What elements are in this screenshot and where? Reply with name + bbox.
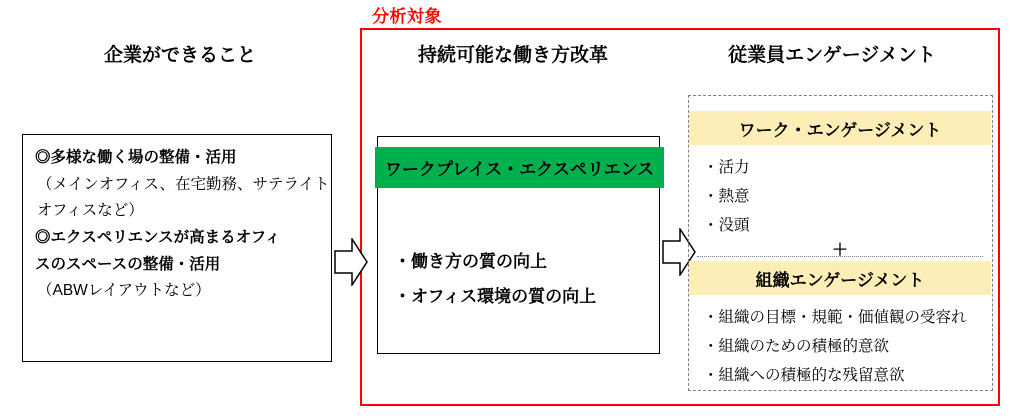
work-engagement-item-3: ・没頭	[703, 217, 750, 234]
sustainable-work-reform-box	[377, 136, 660, 354]
arrow-right-icon-1	[334, 238, 368, 291]
heading-company: 企業ができること	[103, 45, 256, 66]
organization-engagement-item-2: ・組織のための積極的意欲	[703, 338, 890, 355]
company-line-2: （メインオフィス、在宅勤務、サテライト	[37, 175, 330, 193]
company-actions-box	[22, 134, 332, 362]
organization-engagement-item-3: ・組織への積極的な残留意欲	[703, 367, 905, 384]
heading-reform: 持続可能な働き方改革	[417, 45, 608, 66]
reform-bullet-2: ・オフィス環境の質の向上	[394, 287, 597, 306]
company-line-5: スのスペースの整備・活用	[35, 255, 221, 273]
work-engagement-item-1: ・活力	[703, 159, 750, 176]
employee-engagement-box	[688, 95, 993, 391]
reform-bullet-1: ・働き方の質の向上	[394, 252, 547, 271]
company-line-3: オフィスなど）	[37, 202, 144, 220]
company-line-6: （ABWレイアウトなど）	[37, 282, 211, 300]
engagement-divider	[697, 256, 983, 257]
organization-engagement-item-1: ・組織の目標・規範・価値観の受容れ	[703, 309, 967, 326]
analysis-target-label: 分析対象	[372, 7, 442, 26]
workplace-experience-banner: ワークプレイス・エクスペリエンス	[375, 147, 664, 188]
work-engagement-item-2: ・熱意	[703, 188, 750, 205]
organization-engagement-title: 組織エンゲージメント	[689, 261, 991, 295]
work-engagement-title: ワーク・エンゲージメント	[689, 111, 991, 145]
heading-engagement: 従業員エンゲージメント	[728, 45, 936, 66]
company-line-1: ◎多様な働く場の整備・活用	[35, 149, 237, 166]
plus-sign: ＋	[831, 242, 848, 259]
company-line-4: ◎エクスペリエンスが高まるオフィ	[35, 228, 281, 246]
